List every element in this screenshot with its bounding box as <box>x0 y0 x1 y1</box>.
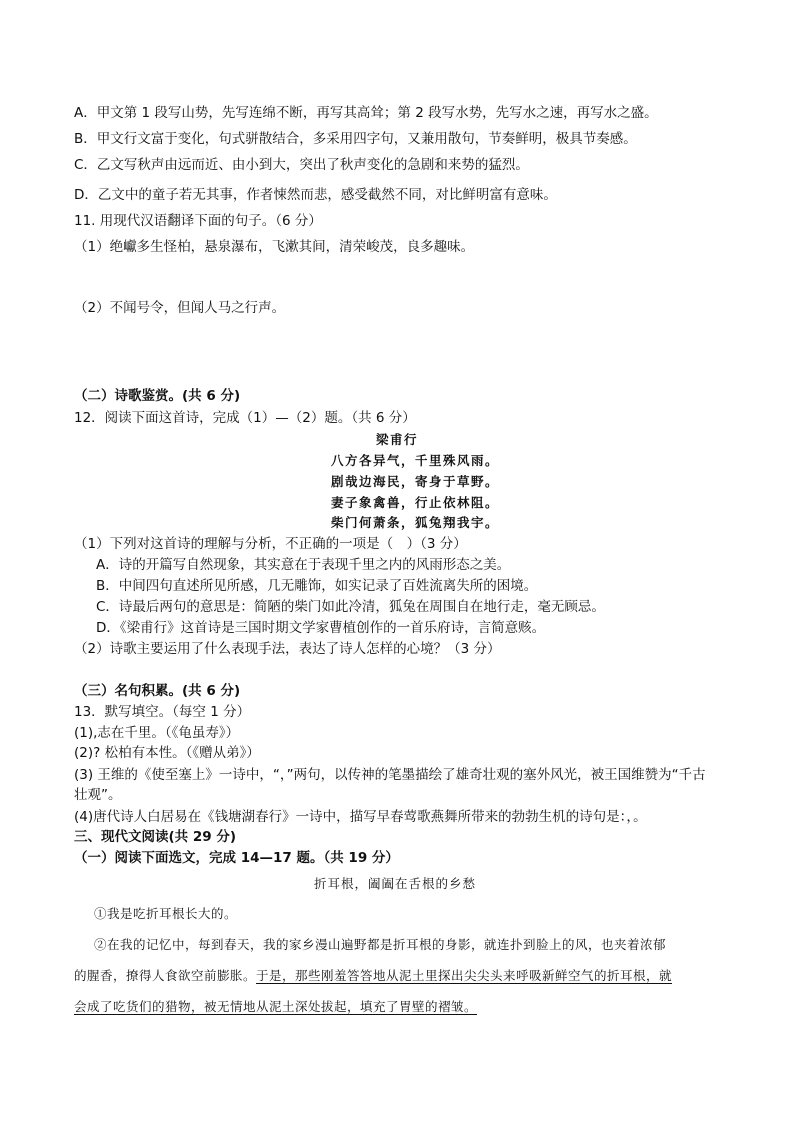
section-modern-subheading: （一）阅读下面选文，完成 14—17 题。（共 19 分） <box>74 850 399 866</box>
q11-stem: 11. 用现代汉语翻译下面的句子。（6 分） <box>74 213 322 229</box>
poem-line-2: 剧哉边海民，寄身于草野。 <box>331 474 500 489</box>
passage-title: 折耳根，阖阖在舌根的乡愁 <box>314 876 477 891</box>
passage-plain-text: 的腥香，撩得人食欲空前膨胀。 <box>74 968 257 983</box>
section-poetry-heading: （二）诗歌鉴赏。(共 6 分) <box>74 388 241 404</box>
q10-option-a: A．甲文第 1 段写山势，先写连绵不断，再写其高耸；第 2 段写水势，先写水之速，再写水之盛。 <box>74 105 658 121</box>
q13-item-3: (3) 王维的《使至塞上》一诗中，“，”两句，以传神的笔墨描绘了雄奇壮观的塞外风光，被王国维赞为“千古 <box>74 767 706 783</box>
q12-option-d: D．《梁甫行》这首诗是三国时期文学家曹植创作的一首乐府诗，言简意赅。 <box>96 620 546 636</box>
q12-stem: 12．阅读下面这首诗，完成（1）—（2）题。（共 6 分） <box>74 410 416 426</box>
q12-part-2: （2）诗歌主要运用了什么表现手法，表达了诗人怎样的心境？（3 分） <box>74 641 501 657</box>
poem-line-3: 妻子象禽兽，行止依林阻。 <box>331 495 500 510</box>
q12-part-1: （1）下列对这首诗的理解与分析，不正确的一项是（ ）（3 分） <box>74 536 467 552</box>
poem-line-4: 柴门何萧条，狐兔翔我宇。 <box>331 515 500 530</box>
passage-paragraph-2-line-1: ②在我的记忆中，每到春天，我的家乡漫山遍野都是折耳根的身影，就连扑到脸上的风，也夹着浓郁 <box>94 937 667 952</box>
q13-item-3-cont: 壮观”。 <box>74 787 122 803</box>
q13-item-4: (4)唐代诗人白居易在《钱塘湖春行》一诗中，描写早春莺歌燕舞所带来的勃勃生机的诗句是：，。 <box>74 809 647 825</box>
q11-sentence-2: （2）不闻号令，但闻人马之行声。 <box>74 300 286 316</box>
section-modern-heading: 三、现代文阅读(共 29 分) <box>74 829 237 845</box>
q10-option-c: C．乙文写秋声由远而近、由小到大，突出了秋声变化的急剧和来势的猛烈。 <box>74 157 529 173</box>
passage-paragraph-2-line-2 <box>74 967 672 985</box>
q13-item-1: (1),志在千里。（《龟虽寿》） <box>74 725 240 741</box>
poem-title: 梁甫行 <box>376 432 419 447</box>
q10-option-b: B．甲文行文富于变化，句式骈散结合，多采用四字句，又兼用散句，节奏鲜明，极具节奏感。 <box>74 131 637 147</box>
q11-sentence-1: （1）绝巘多生怪柏，悬泉瀑布，飞漱其间，清荣峻茂，良多趣味。 <box>74 239 475 255</box>
q10-option-d: D．乙文中的童子若无其事，作者悚然而悲，感受截然不同，对比鲜明富有意味。 <box>74 187 557 203</box>
q13-item-2: (2)? 松柏有本性。（《赠从弟》） <box>74 745 260 761</box>
q12-option-b: B．中间四句直述所见所感，几无雕饰，如实记录了百姓流离失所的困境。 <box>96 578 538 594</box>
poem-line-1: 八方各异气，千里殊风雨。 <box>331 453 500 468</box>
passage-underlined-text: 于是，那些刚羞答答地从泥土里探出尖尖头来呼吸新鲜空气的折耳根，就 <box>256 968 673 983</box>
section-recall-heading: （三）名句积累。(共 6 分) <box>74 683 241 699</box>
passage-paragraph-2-line-3: 会成了吃货们的猎物，被无情地从泥土深处拔起，填充了胃壁的褶皱。 <box>74 999 478 1014</box>
q12-option-a: A．诗的开篇写自然现象，其实意在于表现千里之内的风雨形态之美。 <box>96 557 511 573</box>
passage-paragraph-1: ①我是吃折耳根长大的。 <box>94 906 238 921</box>
q13-stem: 13．默写填空。（每空 1 分） <box>74 704 251 720</box>
q12-option-c: C．诗最后两句的意思是：简陋的柴门如此冷清，狐兔在周围自在地行走，毫无顾忌。 <box>96 599 605 615</box>
